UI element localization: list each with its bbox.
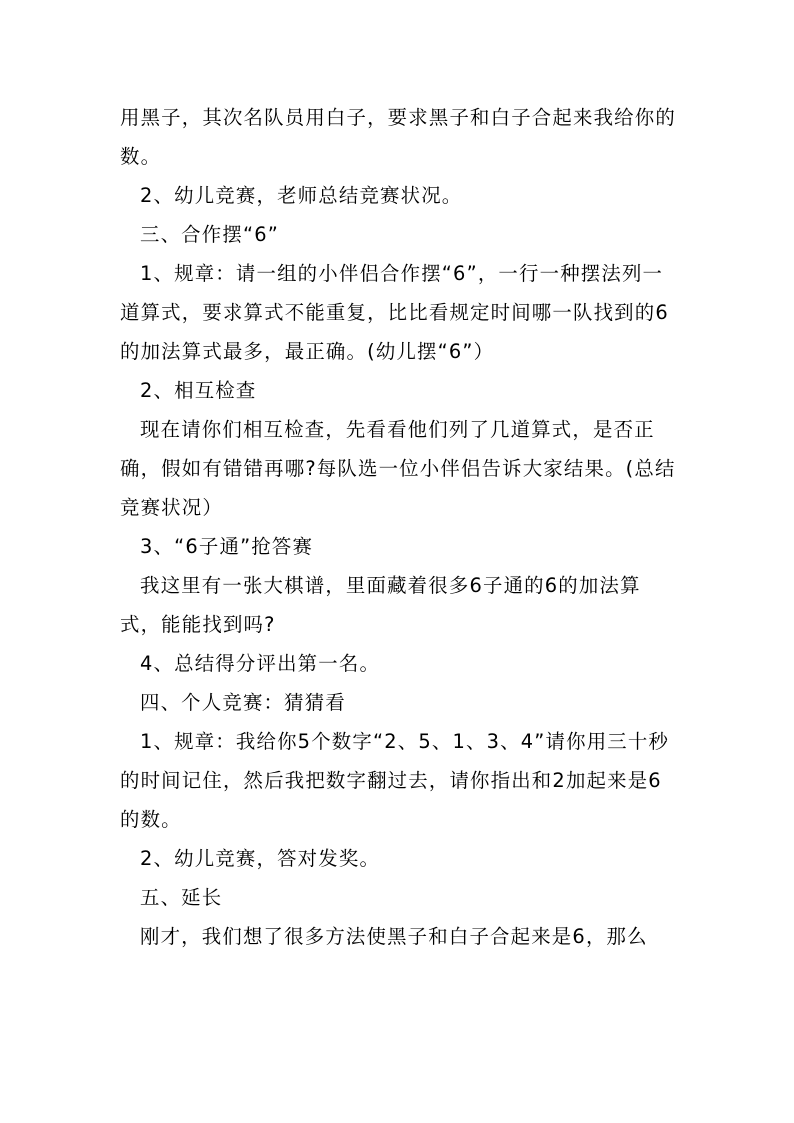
paragraph-14: 刚才，我们想了很多方法使黑子和白子合起来是6，那么 — [140, 925, 648, 948]
section-heading-13: 五、延长 — [140, 886, 223, 909]
paragraph-9: 4、总结得分评出第一名。 — [140, 652, 381, 675]
paragraph-12: 2、幼儿竞赛，答对发奖。 — [140, 847, 381, 870]
subheading-5: 2、相互检查 — [140, 379, 257, 402]
section-heading-3: 三、合作摆“6” — [140, 223, 279, 246]
paragraph-2: 2、幼儿竞赛，老师总结竞赛状况。 — [140, 184, 463, 207]
document-body — [120, 98, 680, 956]
paragraph-6: 现在请你们相互检查，先看看他们列了几道算式，是否正确，假如有错错再哪?每队选一位小伴侣告诉大家结果。(总结竞赛状况） — [120, 418, 676, 519]
subheading-7: 3、“6子通”抢答赛 — [140, 535, 314, 558]
paragraph-4: 1、规章：请一组的小伴侣合作摆“6”，一行一种摆法列一道算式，要求算式不能重复，比比看规定时间哪一队找到的6的加法算式最多，最正确。(幼儿摆“6”） — [120, 262, 669, 363]
paragraph-8: 我这里有一张大棋谱，里面藏着很多6子通的6的加法算式，能能找到吗? — [120, 574, 641, 636]
paragraph-11: 1、规章：我给你5个数字“2、5、1、3、4”请你用三十秒的时间记住，然后我把数字翻过去，请你指出和2加起来是6的数。 — [120, 730, 670, 831]
section-heading-10: 四、个人竞赛：猜猜看 — [140, 691, 346, 714]
paragraph-1: 用黑子，其次名队员用白子，要求黑子和白子合起来我给你的数。 — [120, 106, 676, 168]
